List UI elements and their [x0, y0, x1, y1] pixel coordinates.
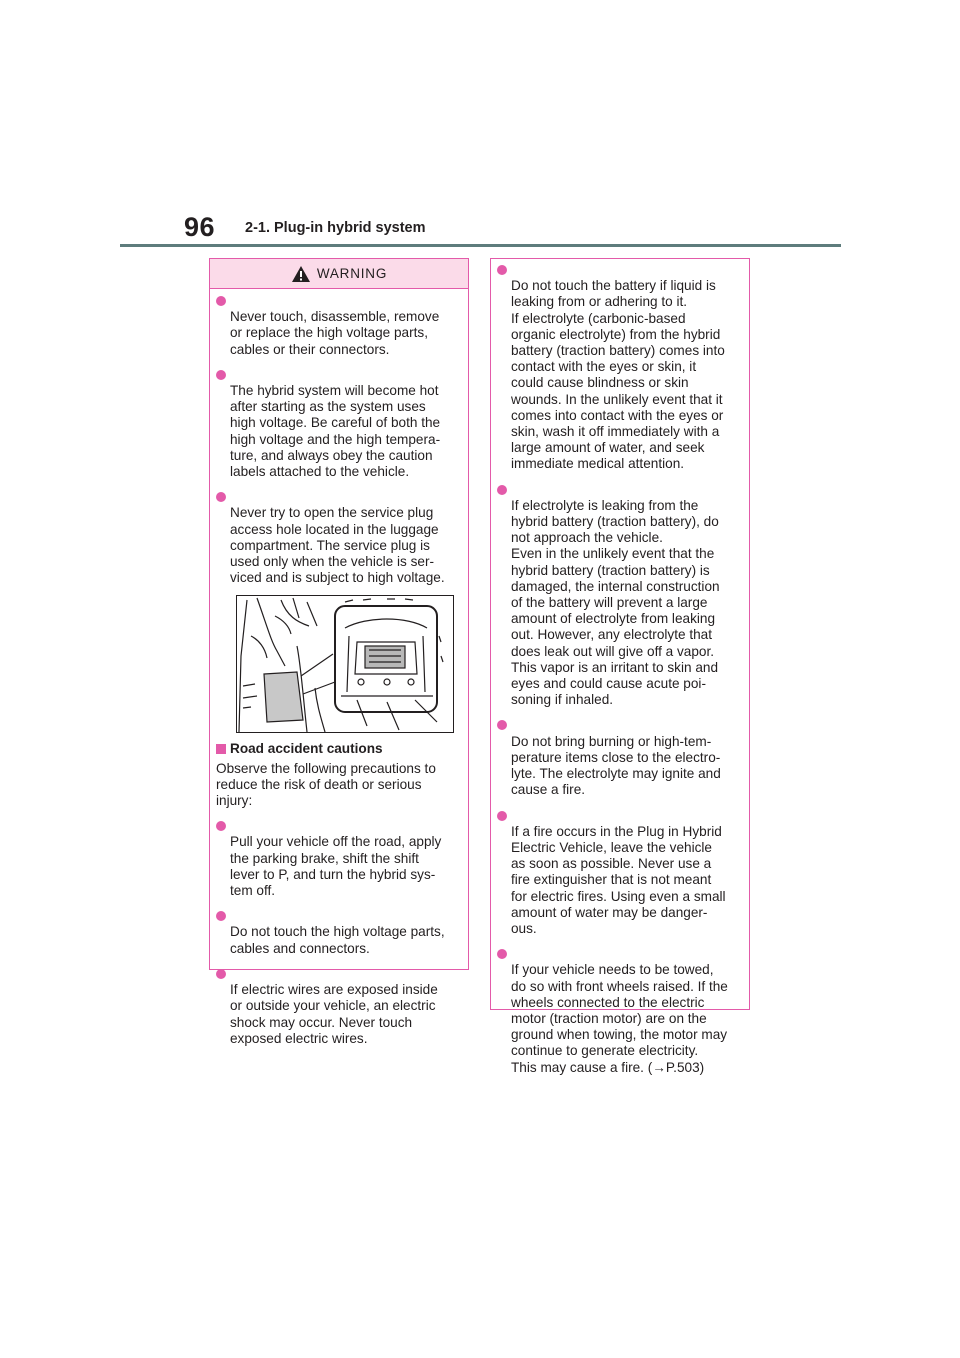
- precautions-paragraph: Observe the following precautions to reduce the risk of death or serious injury:: [216, 760, 436, 809]
- list-item: [497, 262, 743, 473]
- bullet-icon: [216, 370, 226, 380]
- square-bullet-icon: [216, 744, 226, 754]
- subheading-road-accident: [216, 741, 462, 757]
- item-text: Pull your vehicle off the road, apply the parking brake, shift the shift lever to P, and turn the hybrid sys- tem off.: [230, 834, 442, 899]
- item-text: Do not touch the high voltage parts, cables and connectors.: [230, 924, 445, 956]
- section-title: 2-1. Plug-in hybrid system: [245, 220, 426, 236]
- list-item: [216, 908, 462, 957]
- warning-continued-body: [491, 259, 749, 1076]
- bullet-icon: [497, 811, 507, 821]
- page-number: 96: [184, 212, 216, 242]
- item-text: The hybrid system will become hot after starting as the system uses high voltage. Be careful of both the high voltage and the high tempera- ture, and always obey the caution labels attached to the vehicle.: [230, 383, 441, 480]
- item-text: Never try to open the service plug access hole located in the luggage compartment. The service plug is used only when the vehicle is ser- viced and is subject to high voltage.: [230, 505, 445, 586]
- list-item: [216, 818, 462, 899]
- header-rule: [120, 244, 841, 247]
- list-item: [497, 946, 743, 1076]
- item-text: Never touch, disassemble, remove or replace the high voltage parts, cables or their connectors.: [230, 309, 440, 357]
- list-item: [216, 489, 462, 586]
- item-text: Do not bring burning or high-tem- perature items close to the electro- lyte. The electrolyte may ignite and cause a fire.: [511, 733, 721, 798]
- list-item: [216, 367, 462, 480]
- bullet-icon: [216, 492, 226, 502]
- subheading-text: Road accident cautions: [230, 741, 383, 757]
- list-item: [216, 293, 462, 358]
- bullet-icon: [497, 485, 507, 495]
- bullet-icon: [497, 949, 507, 959]
- warning-box: [209, 258, 469, 1046]
- item-text: If your vehicle needs to be towed, do so with front wheels raised. If the wheels connected to the electric motor (traction motor) are on the ground when towing, the motor may continue to generate electricity. This may cause a fire. (→P.503): [511, 962, 728, 1075]
- item-text: If electric wires are exposed inside or outside your vehicle, an electric shock may occur. Never touch exposed electric wires.: [230, 982, 438, 1046]
- list-item: [497, 482, 743, 709]
- list-item: [497, 808, 743, 938]
- warning-header: [210, 259, 468, 289]
- warning-title: WARNING: [316, 266, 388, 281]
- item-text: If electrolyte is leaking from the hybrid battery (traction battery), do not approach the vehicle. Even in the unlikely event that the hybrid battery (traction battery) is damaged, the internal construction of the battery will prevent a large amount of electrolyte from leaking out. However, any electrolyte that does leak out will give off a vapor. This vapor is an irritant to skin and eyes and could cause acute poi- soning if inhaled.: [511, 497, 720, 708]
- warning-continued-box: [490, 258, 750, 1075]
- list-item: [497, 717, 743, 798]
- item-text: Do not touch the battery if liquid is leaking from or adhering to it. If electrolyte (carbonic-based organic electrolyte) from the hybrid battery (traction battery) comes into contact with the eyes or skin, it could cause blindness or skin wounds. In the unlikely event that it comes into contact with the eyes or skin, wash it off immediately with a large amount of water, and seek immediate medical attention.: [511, 278, 725, 472]
- bullet-icon: [216, 296, 226, 306]
- bullet-icon: [216, 821, 226, 831]
- bullet-icon: [216, 911, 226, 921]
- bullet-icon: [497, 720, 507, 730]
- bullet-icon: [216, 969, 226, 979]
- service-plug-illustration: [236, 595, 454, 733]
- warning-body: [210, 289, 468, 1047]
- luggage-compartment-illustration: [237, 596, 453, 732]
- warning-triangle-icon: [291, 265, 311, 283]
- list-item: [216, 966, 462, 1047]
- bullet-icon: [497, 265, 507, 275]
- item-text: If a fire occurs in the Plug in Hybrid Electric Vehicle, leave the vehicle as soon as possible. Never use a fire extinguisher that is not meant for electric fires. Using even a small amount of water may be danger- ous.: [511, 823, 726, 936]
